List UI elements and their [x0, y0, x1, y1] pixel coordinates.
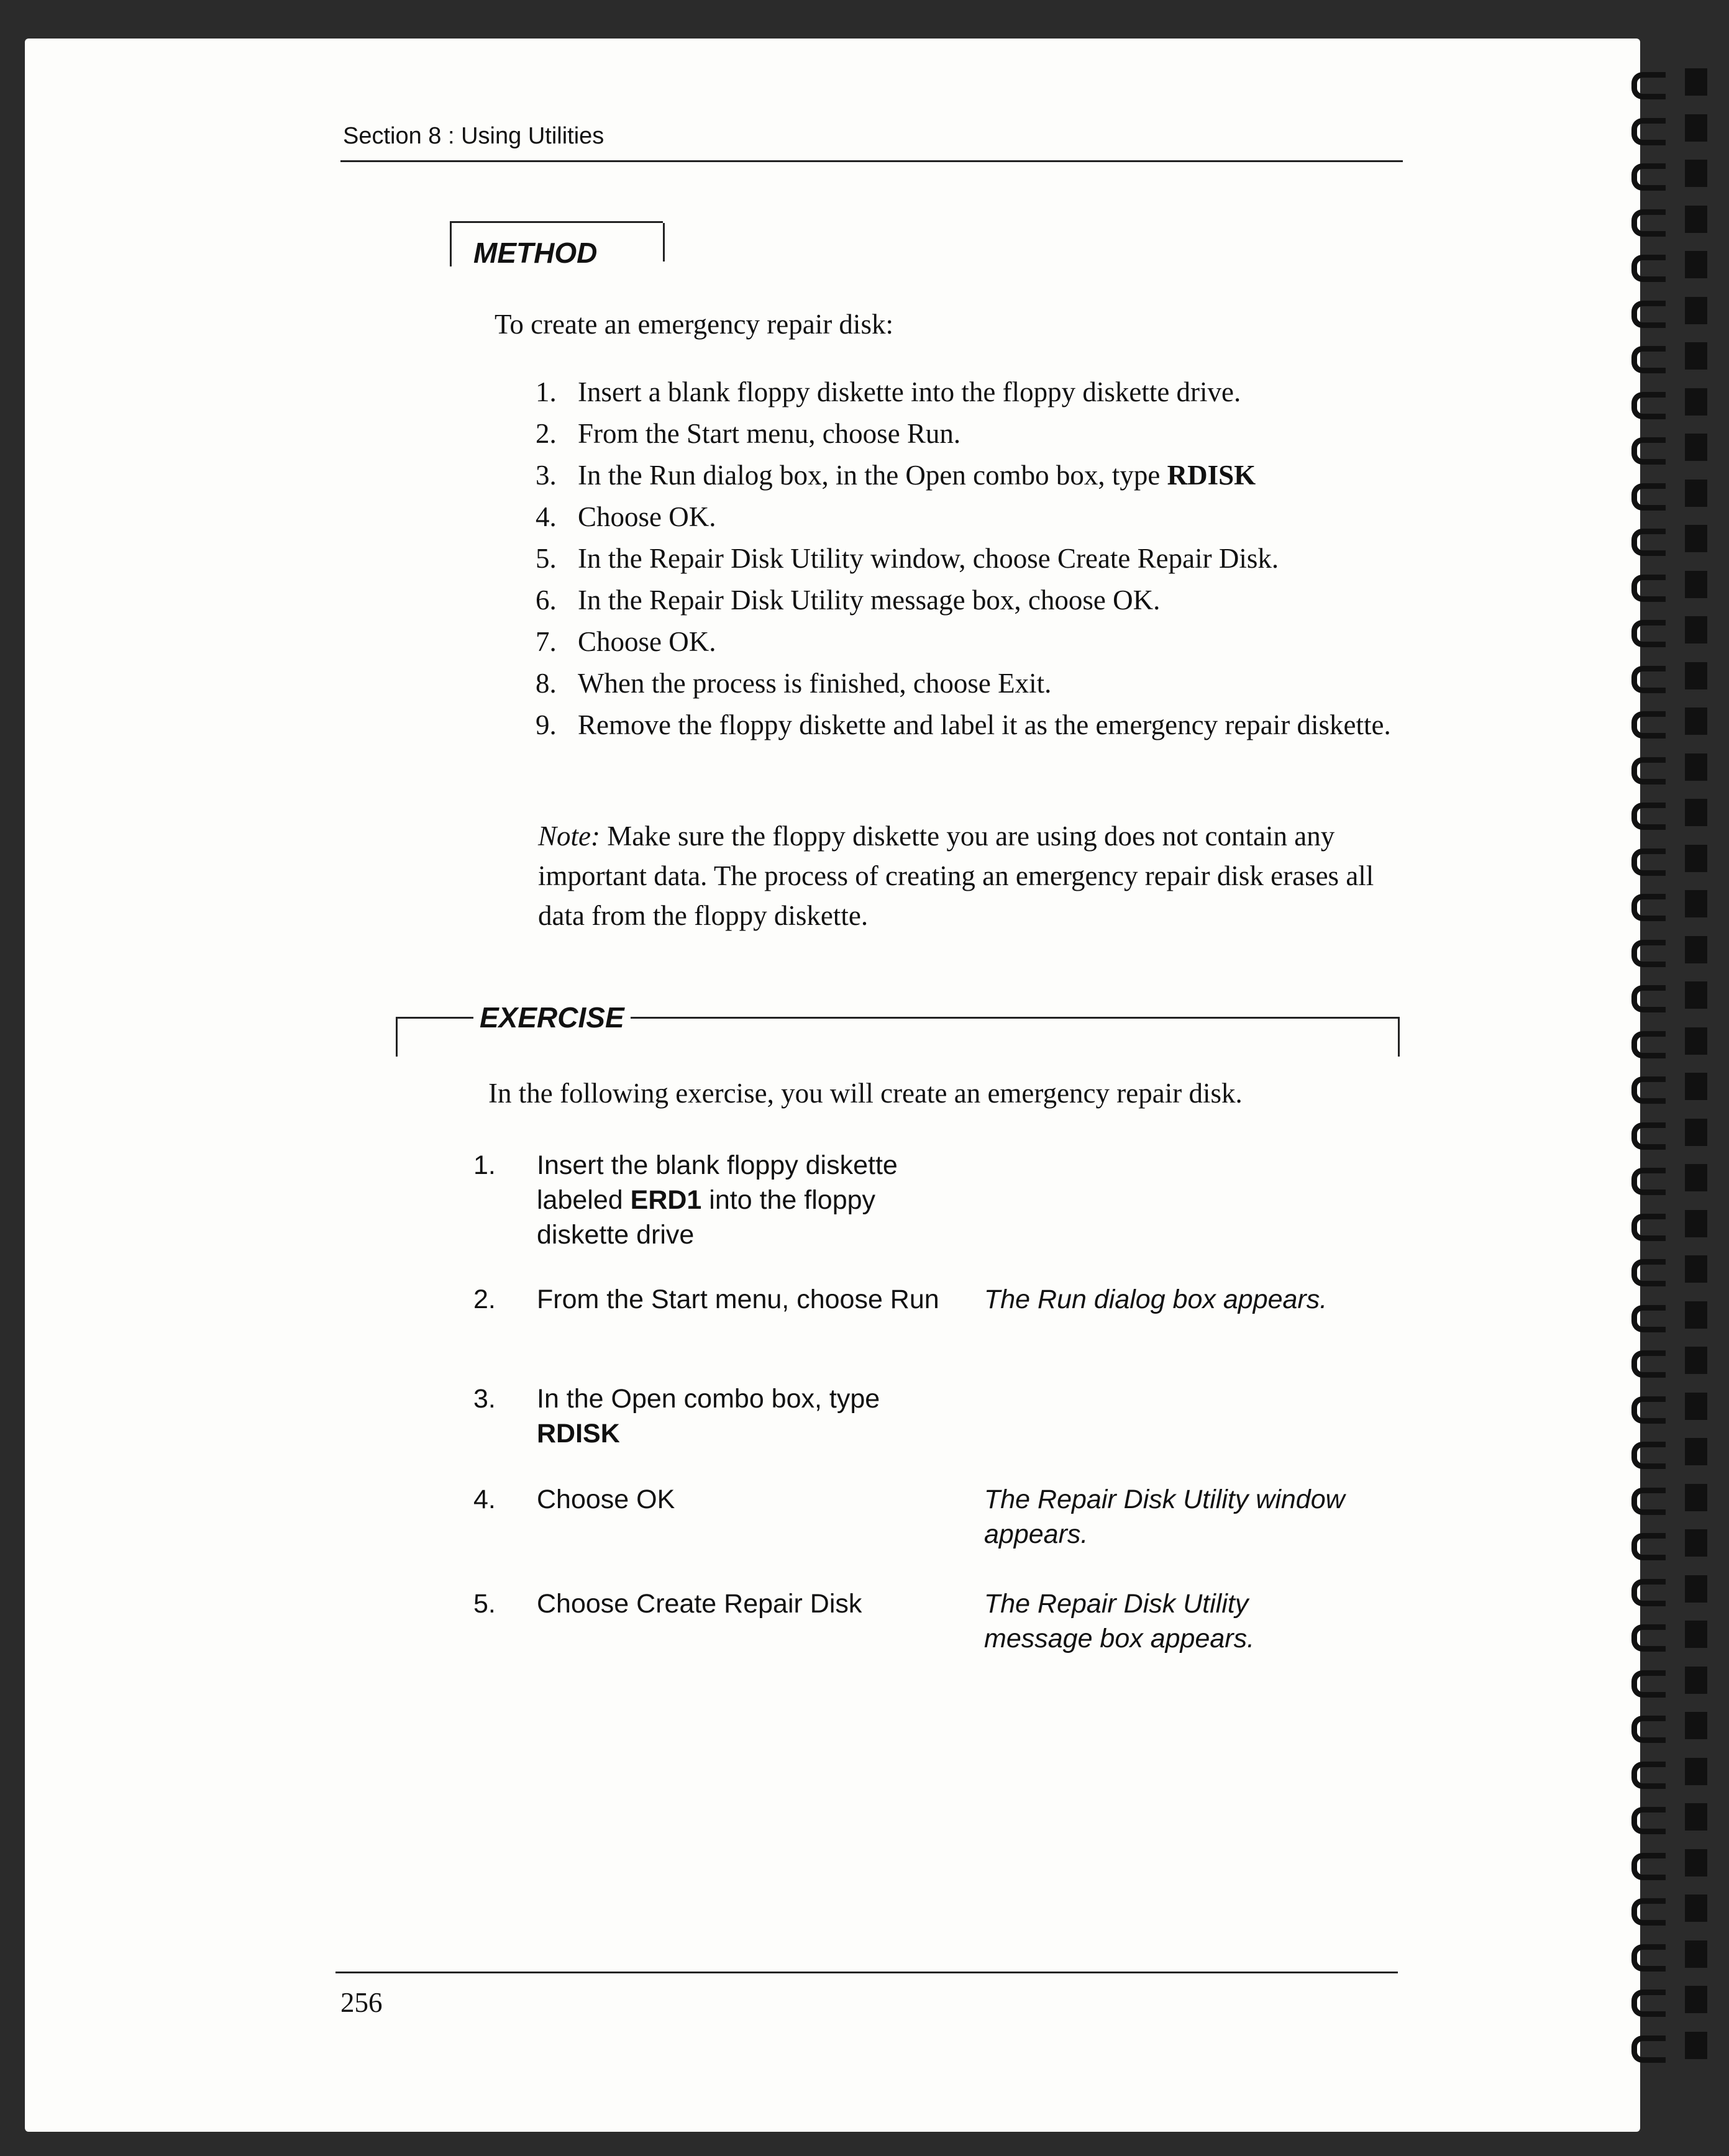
binding-hole	[1685, 1667, 1707, 1694]
binding-hook	[1631, 803, 1666, 830]
step-text: Remove the floppy diskette and label it as the emergency repair diskette.	[578, 709, 1391, 740]
binding-ring	[1615, 1621, 1721, 1649]
binding-ring	[1615, 1849, 1721, 1878]
binding-ring	[1615, 1255, 1721, 1284]
binding-hook	[1631, 1442, 1666, 1469]
binding-hole	[1685, 1803, 1707, 1831]
step-text: Choose OK.	[578, 626, 716, 657]
method-step	[536, 663, 1412, 704]
binding-hole	[1685, 1940, 1707, 1968]
binding-ring	[1615, 981, 1721, 1010]
step-number: 4.	[536, 501, 557, 532]
step-text: In the Run dialog box, in the Open combo box, type	[578, 460, 1167, 491]
step-text: When the process is finished, choose Exit.	[578, 668, 1052, 699]
step-text: In the Repair Disk Utility window, choose Create Repair Disk.	[578, 543, 1279, 574]
exercise-step-number: 4.	[473, 1485, 496, 1514]
exercise-step-action	[537, 1282, 941, 1317]
binding-hook	[1631, 163, 1666, 191]
exercise-frame-left	[396, 1017, 398, 1057]
binding-hook	[1631, 1214, 1666, 1241]
exercise-step-result: The Repair Disk Utility window appears.	[984, 1485, 1345, 1549]
binding-ring	[1615, 1027, 1721, 1056]
binding-hole	[1685, 1438, 1707, 1465]
binding-hole	[1685, 936, 1707, 963]
binding-hole	[1685, 616, 1707, 644]
binding-hook	[1631, 1579, 1666, 1606]
binding-hook	[1631, 940, 1666, 967]
exercise-intro: In the following exercise, you will create an emergency repair disk.	[488, 1078, 1243, 1109]
binding-ring	[1615, 342, 1721, 371]
method-step	[536, 496, 1412, 538]
binding-hook	[1631, 1716, 1666, 1743]
binding-hole	[1685, 707, 1707, 735]
binding-hole	[1685, 1164, 1707, 1191]
exercise-step-number: 3.	[473, 1384, 496, 1414]
step-number: 2.	[536, 418, 557, 449]
binding-ring	[1615, 571, 1721, 599]
method-heading: METHOD	[467, 237, 603, 268]
step-number: 3.	[536, 460, 557, 491]
action-command: RDISK	[537, 1419, 620, 1449]
binding-ring	[1615, 114, 1721, 143]
binding-hook	[1631, 1076, 1666, 1104]
binding-hook	[1631, 1305, 1666, 1332]
binding-hole	[1685, 251, 1707, 278]
binding-hook	[1631, 72, 1666, 99]
action-text: From the Start menu, choose Run	[537, 1285, 939, 1314]
action-command: ERD1	[630, 1185, 702, 1215]
binding-ring	[1615, 1758, 1721, 1786]
binding-hook	[1631, 1396, 1666, 1424]
exercise-step-number: 1.	[473, 1150, 496, 1180]
binding-hook	[1631, 575, 1666, 602]
binding-hole	[1685, 1393, 1707, 1420]
binding-hole	[1685, 297, 1707, 324]
binding-hook	[1631, 529, 1666, 556]
step-command: RDISK	[1167, 460, 1256, 491]
step-text: From the Start menu, choose Run.	[578, 418, 961, 449]
binding-ring	[1615, 1347, 1721, 1375]
binding-ring	[1615, 1119, 1721, 1147]
binding-hook	[1631, 301, 1666, 328]
method-note	[538, 816, 1408, 935]
binding-ring	[1615, 68, 1721, 97]
binding-hole	[1685, 114, 1707, 142]
binding-hole	[1685, 388, 1707, 416]
binding-hook	[1631, 209, 1666, 237]
action-text: Insert the blank floppy diskette labeled	[537, 1150, 898, 1215]
method-step	[536, 538, 1412, 580]
binding-hole	[1685, 753, 1707, 781]
binding-ring	[1615, 1940, 1721, 1969]
step-number: 1.	[536, 376, 557, 407]
exercise-step-number: 2.	[473, 1285, 496, 1314]
binding-hole	[1685, 1484, 1707, 1511]
binding-ring	[1615, 1575, 1721, 1604]
page-number: 256	[340, 1987, 383, 2018]
binding-ring	[1615, 251, 1721, 280]
binding-hook	[1631, 255, 1666, 282]
binding-hole	[1685, 1621, 1707, 1648]
binding-hole	[1685, 1986, 1707, 2013]
action-text: Choose Create Repair Disk	[537, 1589, 862, 1619]
section-header: Section 8 : Using Utilities	[343, 123, 604, 149]
method-step	[536, 580, 1412, 621]
binding-hook	[1631, 711, 1666, 739]
method-step	[536, 371, 1412, 413]
binding-hole	[1685, 1119, 1707, 1146]
binding-ring	[1615, 1301, 1721, 1330]
binding-hole	[1685, 1301, 1707, 1329]
exercise-frame-right	[1398, 1017, 1400, 1057]
binding-hook	[1631, 1762, 1666, 1789]
spiral-binding	[1615, 68, 1721, 2131]
binding-hook	[1631, 1168, 1666, 1195]
binding-ring	[1615, 480, 1721, 508]
step-text: Insert a blank floppy diskette into the floppy diskette drive.	[578, 376, 1241, 407]
binding-hook	[1631, 118, 1666, 145]
binding-ring	[1615, 1667, 1721, 1695]
binding-hole	[1685, 525, 1707, 552]
binding-hole	[1685, 206, 1707, 233]
binding-hook	[1631, 1122, 1666, 1150]
binding-ring	[1615, 1986, 1721, 2014]
binding-hook	[1631, 1944, 1666, 1972]
binding-hole	[1685, 799, 1707, 826]
binding-hole	[1685, 68, 1707, 96]
action-text: In the Open combo box, type	[537, 1384, 880, 1414]
note-text: Make sure the floppy diskette you are using does not contain any important data. The process of creating an emergency repair disk erases all data from the floppy diskette.	[538, 821, 1374, 931]
binding-hook	[1631, 346, 1666, 373]
method-intro: To create an emergency repair disk:	[495, 309, 893, 340]
binding-hole	[1685, 981, 1707, 1009]
method-step	[536, 621, 1412, 663]
binding-ring	[1615, 1712, 1721, 1740]
binding-hole	[1685, 1210, 1707, 1237]
binding-hook	[1631, 1807, 1666, 1834]
binding-ring	[1615, 1393, 1721, 1421]
method-step	[536, 455, 1412, 496]
method-step	[536, 704, 1412, 746]
binding-hook	[1631, 1031, 1666, 1058]
binding-hook	[1631, 848, 1666, 876]
binding-hook	[1631, 985, 1666, 1012]
binding-ring	[1615, 388, 1721, 417]
binding-ring	[1615, 1073, 1721, 1101]
action-text: Choose OK	[537, 1485, 675, 1514]
binding-hook	[1631, 666, 1666, 693]
binding-ring	[1615, 1210, 1721, 1239]
binding-hole	[1685, 434, 1707, 461]
step-number: 5.	[536, 543, 557, 574]
binding-hook	[1631, 1488, 1666, 1515]
binding-ring	[1615, 662, 1721, 691]
binding-ring	[1615, 160, 1721, 188]
binding-ring	[1615, 799, 1721, 827]
binding-hook	[1631, 1259, 1666, 1286]
method-step	[536, 413, 1412, 455]
method-steps	[536, 371, 1412, 746]
binding-hook	[1631, 1624, 1666, 1652]
binding-hook	[1631, 894, 1666, 921]
binding-ring	[1615, 1803, 1721, 1832]
binding-hole	[1685, 1347, 1707, 1374]
action-text: into the floppy diskette drive	[537, 1185, 876, 1250]
binding-ring	[1615, 936, 1721, 965]
binding-ring	[1615, 845, 1721, 873]
step-number: 9.	[536, 709, 557, 740]
step-text: In the Repair Disk Utility message box, choose OK.	[578, 584, 1161, 616]
exercise-step-number: 5.	[473, 1589, 496, 1619]
exercise-step-action	[537, 1482, 941, 1517]
exercise-heading: EXERCISE	[473, 1001, 631, 1034]
binding-hole	[1685, 1529, 1707, 1557]
step-number: 6.	[536, 584, 557, 616]
binding-hole	[1685, 1894, 1707, 1922]
binding-ring	[1615, 616, 1721, 645]
binding-ring	[1615, 1438, 1721, 1467]
binding-ring	[1615, 1164, 1721, 1193]
note-lead: Note:	[538, 821, 600, 852]
binding-hole	[1685, 845, 1707, 872]
binding-hole	[1685, 342, 1707, 370]
binding-ring	[1615, 707, 1721, 736]
binding-hole	[1685, 480, 1707, 507]
binding-hook	[1631, 437, 1666, 465]
binding-hook	[1631, 757, 1666, 785]
binding-hook	[1631, 392, 1666, 419]
binding-ring	[1615, 206, 1721, 234]
binding-ring	[1615, 2032, 1721, 2060]
binding-hole	[1685, 1255, 1707, 1283]
binding-hole	[1685, 1575, 1707, 1603]
step-number: 8.	[536, 668, 557, 699]
exercise-step-action	[537, 1381, 922, 1451]
binding-ring	[1615, 525, 1721, 553]
binding-hook	[1631, 2035, 1666, 2063]
exercise-step-action	[537, 1586, 941, 1621]
binding-hook	[1631, 1350, 1666, 1378]
binding-ring	[1615, 753, 1721, 782]
binding-hole	[1685, 160, 1707, 187]
binding-hook	[1631, 1533, 1666, 1560]
binding-hook	[1631, 620, 1666, 647]
exercise-step-action	[537, 1148, 941, 1252]
footer-rule	[335, 1972, 1398, 1973]
binding-hole	[1685, 1849, 1707, 1876]
binding-ring	[1615, 434, 1721, 462]
binding-ring	[1615, 1529, 1721, 1558]
binding-hole	[1685, 571, 1707, 598]
binding-ring	[1615, 297, 1721, 325]
exercise-step-result: The Repair Disk Utility message box appears.	[984, 1589, 1255, 1653]
binding-hole	[1685, 1073, 1707, 1100]
binding-hook	[1631, 1670, 1666, 1698]
binding-hole	[1685, 662, 1707, 689]
header-rule	[340, 160, 1403, 162]
step-number: 7.	[536, 626, 557, 657]
binding-hole	[1685, 890, 1707, 917]
binding-hook	[1631, 1990, 1666, 2017]
binding-ring	[1615, 1894, 1721, 1923]
binding-hole	[1685, 1758, 1707, 1785]
exercise-step-result: The Run dialog box appears.	[984, 1285, 1328, 1314]
binding-hole	[1685, 1027, 1707, 1055]
binding-hook	[1631, 483, 1666, 511]
binding-hole	[1685, 2032, 1707, 2059]
binding-ring	[1615, 1484, 1721, 1512]
binding-hook	[1631, 1853, 1666, 1880]
binding-ring	[1615, 890, 1721, 919]
binding-hole	[1685, 1712, 1707, 1739]
step-text: Choose OK.	[578, 501, 716, 532]
binding-hook	[1631, 1898, 1666, 1926]
